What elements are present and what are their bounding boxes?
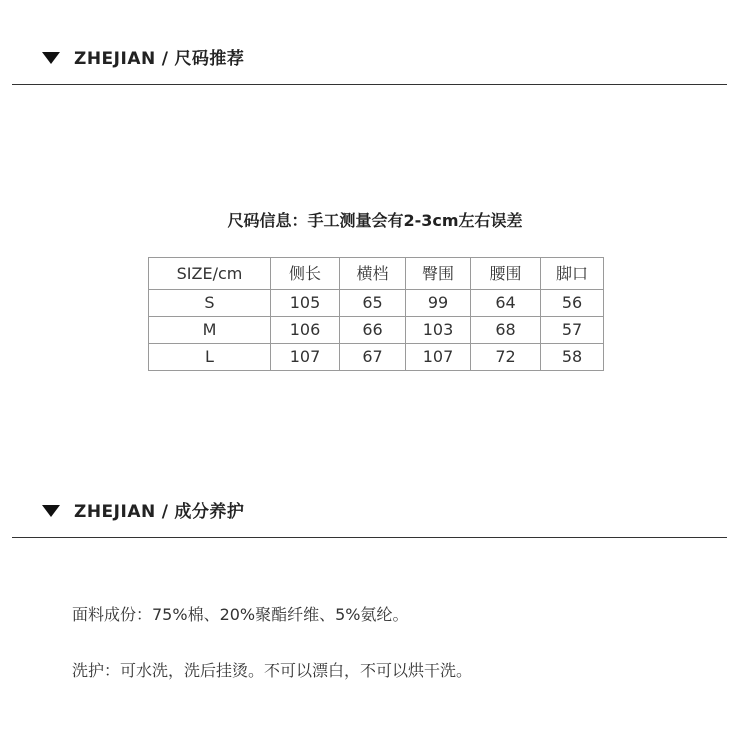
brand-name: ZHEJIAN: [74, 49, 156, 69]
fabric-composition: 面料成份：75%棉、20%聚酯纤维、5%氨纶。: [72, 605, 409, 624]
table-cell: S: [149, 290, 271, 317]
size-section-header: [12, 44, 727, 85]
table-cell: 64: [471, 290, 541, 317]
size-section-title: [74, 44, 244, 69]
size-table: [148, 257, 604, 371]
care-section-header: [12, 497, 727, 538]
table-cell: 99: [406, 290, 471, 317]
section-title-text: 成分养护: [174, 502, 245, 522]
triangle-down-icon: [42, 52, 60, 64]
table-header-cell: 脚口: [541, 258, 604, 290]
table-header-cell: SIZE/cm: [149, 258, 271, 290]
table-cell: 67: [340, 344, 406, 371]
table-row: [149, 290, 604, 317]
table-cell: 68: [471, 317, 541, 344]
table-cell: 66: [340, 317, 406, 344]
table-cell: 57: [541, 317, 604, 344]
triangle-down-icon: [42, 505, 60, 517]
section-title-text: 尺码推荐: [174, 49, 245, 69]
table-cell: 72: [471, 344, 541, 371]
brand-name: ZHEJIAN: [74, 502, 156, 522]
table-header-cell: 横档: [340, 258, 406, 290]
table-cell: 65: [340, 290, 406, 317]
care-section-title: [74, 497, 244, 522]
table-cell: 56: [541, 290, 604, 317]
table-header-cell: 臀围: [406, 258, 471, 290]
table-header-row: [149, 258, 604, 290]
table-cell: 105: [271, 290, 340, 317]
table-cell: 103: [406, 317, 471, 344]
table-cell: 107: [271, 344, 340, 371]
title-separator: /: [161, 49, 169, 69]
table-cell: 58: [541, 344, 604, 371]
table-cell: 106: [271, 317, 340, 344]
table-header-cell: 侧长: [271, 258, 340, 290]
title-separator: /: [161, 502, 169, 522]
table-cell: L: [149, 344, 271, 371]
table-cell: 107: [406, 344, 471, 371]
table-cell: M: [149, 317, 271, 344]
size-note: 尺码信息：手工测量会有2-3cm左右误差: [227, 211, 523, 230]
table-row: [149, 344, 604, 371]
washing-instructions: 洗护：可水洗，洗后挂烫。不可以漂白，不可以烘干洗。: [72, 661, 473, 680]
table-header-cell: 腰围: [471, 258, 541, 290]
table-row: [149, 317, 604, 344]
